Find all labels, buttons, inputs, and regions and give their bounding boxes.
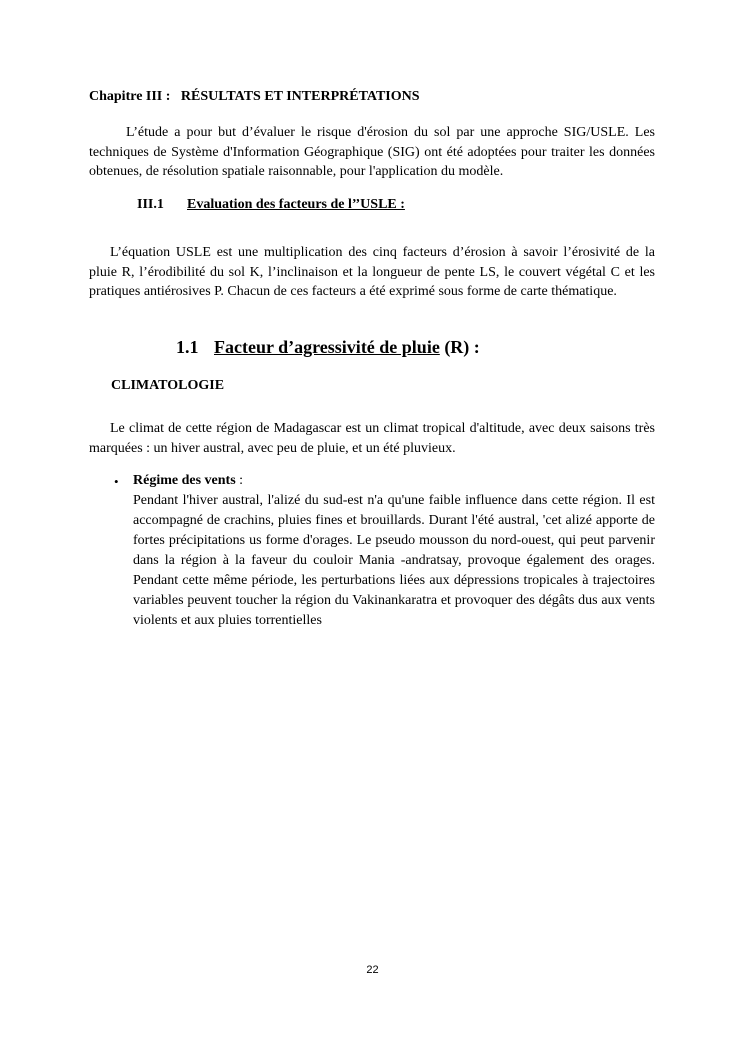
- bullet-text: Pendant l'hiver austral, l'alizé du sud-est n'a qu'une faible influence dans cette région. Il est accompagné de crachins, pluies fines et brouillards. Durant l'été austral, 'cet alizé apporte de fortes précipitations us forme d'orages. Le pseudo mousson du nord-ouest, qui peut parvenir dans la région à la faveur du couloir Mania -andratsay, provoque également des orages. Pendant cette même période, les perturbations liées aux dépressions tropicales à trajectoires variables peuvent toucher la région du Vakinankaratra et provoquer des dégâts dus aux vents violents et aux pluies torrentielles: [133, 493, 655, 628]
- chapter-heading: [89, 89, 420, 105]
- subsection-suffix: (R) :: [439, 337, 480, 357]
- section-number: III.1: [137, 197, 164, 212]
- bullet-heading: [133, 471, 655, 491]
- usle-paragraph: L’équation USLE est une multiplication des cinq facteurs d’érosion à savoir l’érosivité de la pluie R, l’érodibilité du sol K, l’inclinaison et la longueur de pente LS, le couvert végétal C et les pratiques antiérosives P. Chacun de ces facteurs a été exprimé sous forme de carte thématique.: [89, 245, 655, 299]
- chapter-label: Chapitre III :: [89, 89, 171, 104]
- intro-paragraph: L’étude a pour but d’évaluer le risque d'érosion du sol par une approche SIG/USLE. Les techniques de Système d'Information Géographique (SIG) ont été adoptées pour traiter les données obtenues, de résolution spatiale raisonnable, pour l'application du modèle.: [89, 125, 655, 179]
- bullet-title: Régime des vents: [133, 473, 236, 488]
- section-title: Evaluation des facteurs de l’’USLE :: [187, 197, 405, 212]
- climate-paragraph: Le climat de cette région de Madagascar est un climat tropical d'altitude, avec deux saisons très marquées : un hiver austral, avec peu de pluie, et un été pluvieux.: [89, 421, 655, 456]
- section-heading: [137, 197, 405, 213]
- chapter-title: RÉSULTATS ET INTERPRÉTATIONS: [180, 89, 420, 104]
- page-number: 22: [366, 964, 379, 976]
- subsection-heading: [176, 337, 480, 358]
- climatology-heading: CLIMATOLOGIE: [111, 378, 225, 393]
- subsection-number: 1.1: [176, 337, 199, 357]
- bullet-marker: •: [114, 474, 119, 489]
- bullet-title-suffix: :: [235, 473, 244, 488]
- bullet-item: [133, 471, 655, 631]
- subsection-title: Facteur d’agressivité de pluie: [214, 337, 440, 357]
